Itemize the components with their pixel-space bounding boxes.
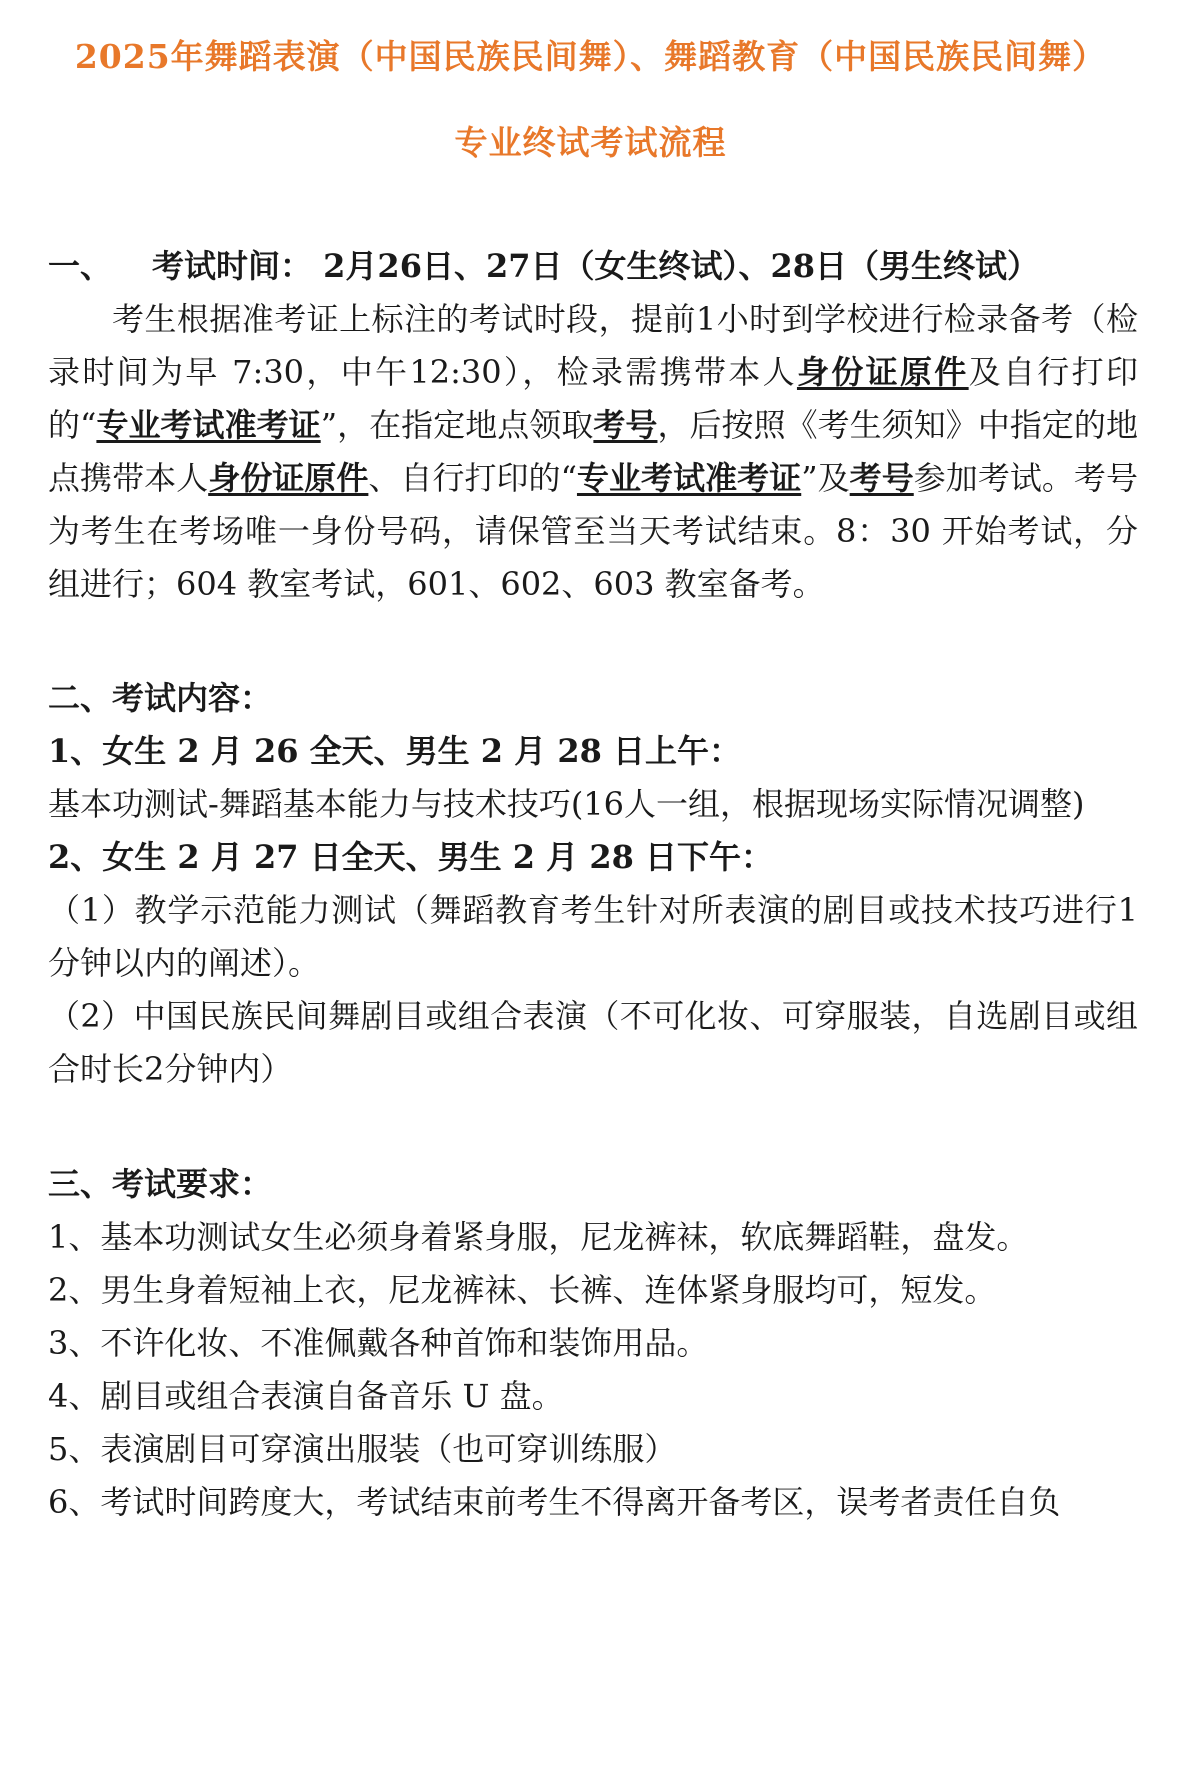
section-exam-time xyxy=(48,240,1138,611)
requirement-item: 1、基本功测试女生必须身着紧身服，尼龙裤袜，软底舞蹈鞋，盘发。 xyxy=(48,1218,1029,1256)
section-title: 考试时间： 2月26日、27日（女生终试）、28日（男生终试） xyxy=(152,247,1040,285)
content-item-title: 1、女生 2 月 26 全天、男生 2 月 28 日上午： xyxy=(48,732,741,770)
content-item-text: （2）中国民族民间舞剧目或组合表演（不可化妆、可穿服装，自选剧目或组合时长2分钟内） xyxy=(48,997,1138,1088)
content-item-title: 2、女生 2 月 27 日全天、男生 2 月 28 日下午： xyxy=(48,838,773,876)
id-card-original-emphasis: 身份证原件 xyxy=(208,459,369,497)
section-heading: 三、考试要求： xyxy=(48,1165,273,1203)
section-heading: 二、考试内容： xyxy=(48,679,273,717)
section-heading xyxy=(48,240,1138,293)
section-exam-content xyxy=(48,672,1138,1096)
requirement-item: 2、男生身着短袖上衣，尼龙裤袜、长裤、连体紧身服均可，短发。 xyxy=(48,1271,997,1309)
content-item-text: （1）教学示范能力测试（舞蹈教育考生针对所表演的剧目或技术技巧进行1分钟以内的阐述）。 xyxy=(48,891,1138,982)
section-exam-requirements xyxy=(48,1158,1138,1529)
requirement-item: 4、剧目或组合表演自备音乐 U 盘。 xyxy=(48,1377,564,1415)
requirement-item: 3、不许化妆、不准佩戴各种首饰和装饰用品。 xyxy=(48,1324,709,1362)
requirement-item: 5、表演剧目可穿演出服装（也可穿训练服） xyxy=(48,1430,677,1468)
document-title: 2025年舞蹈表演（中国民族民间舞）、舞蹈教育（中国民族民间舞） xyxy=(74,37,1107,76)
document-subtitle: 专业终试考试流程 xyxy=(454,123,727,162)
id-card-original-emphasis: 身份证原件 xyxy=(796,353,969,391)
admission-ticket-emphasis: 专业考试准考证 xyxy=(576,459,802,497)
exam-number-emphasis: 考号 xyxy=(849,459,914,497)
section-number: 一、 xyxy=(48,247,113,285)
exam-number-emphasis: 考号 xyxy=(593,406,658,444)
requirement-item: 6、考试时间跨度大，考试结束前考生不得离开备考区，误考者责任自负 xyxy=(48,1483,1061,1521)
content-item-text: 基本功测试-舞蹈基本能力与技术技巧(16人一组，根据现场实际情况调整) xyxy=(48,785,1085,823)
exam-time-paragraph: 考生根据准考证上标注的考试时段，提前1小时到学校进行检录备考（检录时间为早 7:30，中午12:30），检录需携带本人身份证原件及自行打印的“专业考试准考证”，在指定地点领取考号，后按照《考生须知》中指定的地点携带本人身份证原件、自行打印的“专业考试准考证”及考号参加考试。考号为考生在考场唯一身份号码，请保管至当天考试结束。8：30 开始考试，分组进行；604 教室考试，601、602、603 教室备考。 xyxy=(48,300,1138,603)
admission-ticket-emphasis: 专业考试准考证 xyxy=(96,406,321,444)
